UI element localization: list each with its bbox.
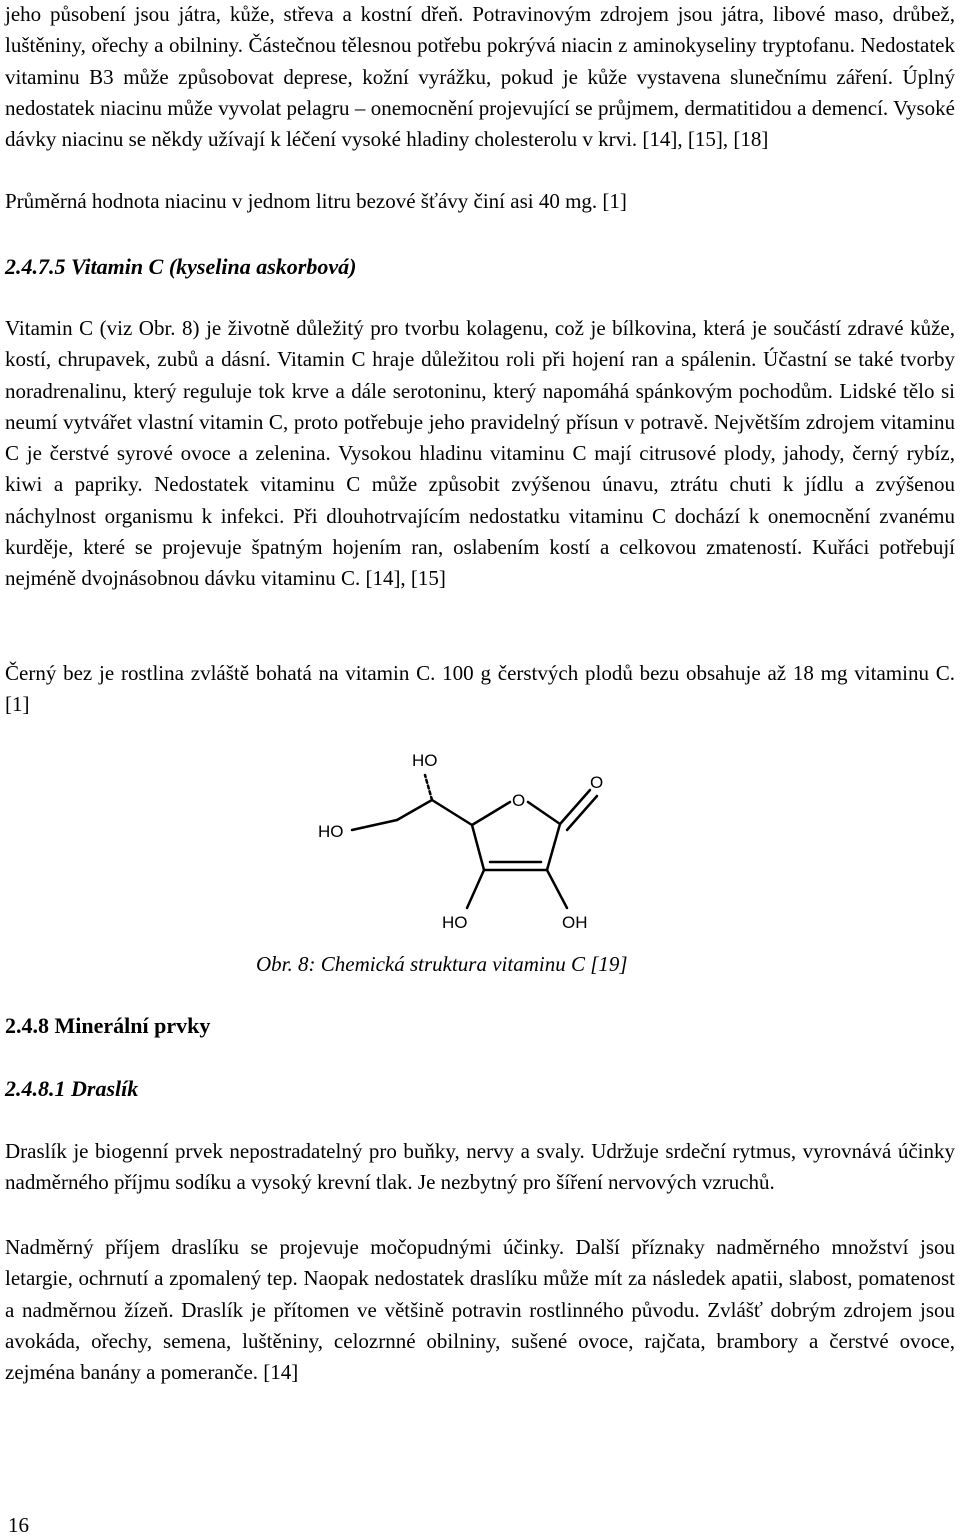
atom-label-enol-right: OH [562,913,588,932]
paragraph-potassium: Draslík je biogenní prvek nepostradatelný pro buňky, nervy a svaly. Udržuje srdeční rytmus, vyrovnává účinky nadměrného příjmu sodíku a vysoký krevní tlak. Je nezbytný pro šíření nervových vzruchů. [5,1139,955,1195]
carbonyl-bond [560,790,590,824]
atom-label-side-hydroxyl: HO [318,822,344,841]
enol-bond-left [467,870,484,908]
page-number: 16 [8,1513,29,1537]
paragraph-vitamin-c-elderberry: Černý bez je rostlina zvláště bohatá na vitamin C. 100 g čerstvých plodů bezu obsahuje až 18 mg vitaminu C. [1] [5,661,955,717]
heading-vitamin-c: 2.4.7.5 Vitamin C (kyselina askorbová) [5,254,357,279]
chain-bond [397,800,432,820]
paragraph-niacin-elderberry: Průměrná hodnota niacinu v jednom litru bezové šťávy činí asi 40 mg. [1] [5,189,627,213]
atom-label-carbonyl-oxygen: O [590,773,604,792]
ring-bond-c4-o [472,802,510,825]
paragraph-niacin: jeho působení jsou játra, kůže, střeva a kostní dřeň. Potravinovým zdrojem jsou játra, libové maso, drůbež, luštěniny, ořechy a obilniny. Částečnou tělesnou potřebu pokrývá niacin z aminokyseliny tryptofanu. Nedostatek vitaminu B3 může způsobovat deprese, kožní vyrážku, pokud je kůže vystavena slunečnímu záření. Úplný nedostatek niacinu může vyvolat pelagru – onemocnění projevující se průjmem, dermatitidou a demencí. Vysoké dávky niacinu se někdy užívají k léčení vysoké hladiny cholesterolu v krvi. [14], [15], [18] [5,2,955,152]
heading-minerals: 2.4.8 Minerální prvky [5,1013,211,1038]
carbonyl-double-bond [567,796,597,830]
atom-label-top-hydroxyl: HO [412,751,438,770]
molecule-bonds [352,775,597,908]
chain-bond-2 [352,820,397,830]
stereo-bond [425,775,432,800]
heading-potassium: 2.4.8.1 Draslík [5,1076,139,1101]
atom-label-ring-oxygen: O [512,791,526,810]
ring-bond-c3-c4 [472,825,484,870]
vitamin-c-structure-figure [262,720,696,948]
figure-caption: Obr. 8: Chemická struktura vitaminu C [19] [256,952,628,976]
ring-bond-c1-c2 [547,824,560,870]
ring-bond-o-c1 [528,802,560,824]
vitamin-c-structure-diagram [262,720,696,948]
paragraph-potassium-effects: Nadměrný příjem draslíku se projevuje močopudnými účinky. Další příznaky nadměrného množství jsou letargie, ochrnutí a zpomalený tep. Naopak nedostatek draslíku může mít za následek apatii, slabost, pomatenost a nadměrnou žízeň. Draslík je přítomen ve většině potravin rostlinného původu. Zvlášť dobrým zdrojem jsou avokáda, ořechy, semena, luštěniny, celozrnné obilniny, sušené ovoce, rajčata, brambory a čerstvé ovoce, zejména banány a pomeranče. [14] [5,1235,955,1385]
paragraph-vitamin-c: Vitamin C (viz Obr. 8) je životně důležitý pro tvorbu kolagenu, což je bílkovina, která je součástí zdravé kůže, kostí, chrupavek, zubů a dásní. Vitamin C hraje důležitou roli při hojení ran a spálenin. Účastní se také tvorby noradrenalinu, který reguluje tok krve a dále serotoninu, který napomáhá spánkovým pochodům. Lidské tělo si neumí vytvářet vlastní vitamin C, proto potřebuje jeho pravidelný přísun v potravě. Největším zdrojem vitaminu C je čerstvé syrové ovoce a zelenina. Vysokou hladinu vitaminu C mají citrusové plody, jahody, černý rybíz, kiwi a papriky. Nedostatek vitaminu C může způsobit zvýšenou únavu, ztrátu chuti k jídlu a zvýšenou náchylnost organismu k infekci. Při dlouhotrvajícím nedostatku vitaminu C dochází k onemocnění zvanému kurděje, které se projevuje špatným hojením ran, oslabením kostí a celkovou zmateností. Kuřáci potřebují nejméně dvojnásobnou dávku vitaminu C. [14], [15] [5,316,955,591]
enol-bond-right [547,870,567,908]
chain-to-ring-bond [432,800,472,825]
atom-label-enol-left: HO [442,913,468,932]
